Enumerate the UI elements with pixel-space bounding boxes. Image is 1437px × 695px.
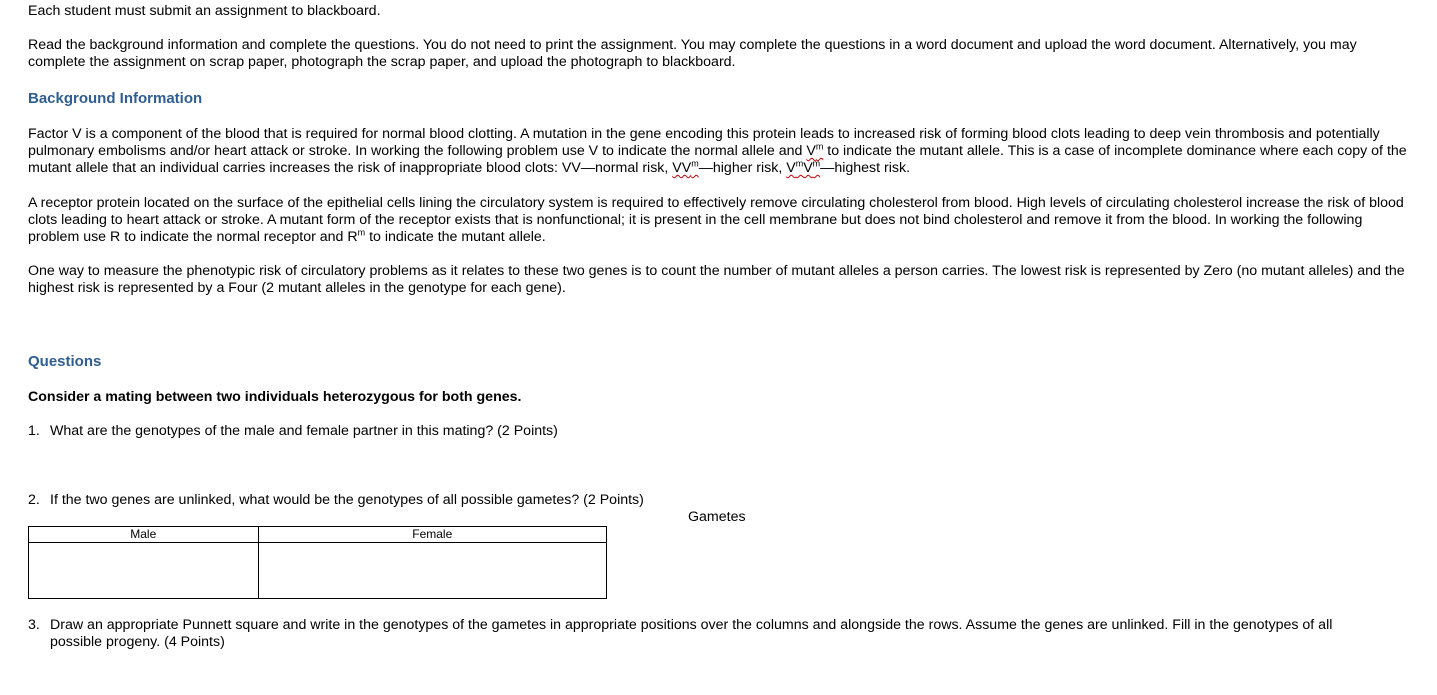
male-gametes-cell[interactable] [29,543,259,599]
factor-v-text-c: —higher risk, [698,160,787,176]
question-text: What are the genotypes of the male and female partner in this mating? (2 Points) [50,423,558,439]
male-column-header: Male [29,527,259,543]
gametes-answer-row [29,543,607,599]
mating-statement: Consider a mating between two individuals heterozygous for both genes. [28,389,522,405]
factor-v-text-d: —highest risk. [820,160,911,176]
questions-heading: Questions [28,353,102,370]
question-number: 3. [28,617,40,633]
question-text: Draw an appropriate Punnett square and write in the genotypes of the gametes in appropriate positions over the columns and alongside the rows. Assume the genes are unlinked. Fill in the genotypes of all possible progeny. (4 Points) [50,617,1333,650]
question-1 [28,423,558,440]
vmvm-symbol: $V^mV^m$ [786,158,821,176]
question-3 [28,617,1388,651]
vvm-symbol: $VV^m$ [672,158,699,176]
rm-superscript: m [357,227,366,238]
factor-v-paragraph [28,126,1413,177]
gametes-table [28,526,607,599]
receptor-text-b: to indicate the mutant allele. [365,229,546,245]
factor-v-text-b: to indicate the mutant allele. This is a case of incomplete dominance where each copy of the mutant allele that an individual carries increases the risk of inappropriate blood clots: VV—normal risk, [28,143,1407,176]
female-gametes-cell[interactable] [258,543,606,599]
female-column-header: Female [258,527,606,543]
receptor-text-a: A receptor protein located on the surface of the epithelial cells lining the circulatory system is required to effectively remove circulating cholesterol from blood. High levels of circulating cholesterol increase the risk of blood clots leading to heart attack or stroke. A mutant form of the receptor exists that is nonfunctional; it is present in the cell membrane but does not bind cholesterol and remove it from the blood. In working the following problem use R to indicate the normal receptor and R [28,195,1404,245]
vm-symbol: $V^m$ [806,141,824,159]
question-text: If the two genes are unlinked, what would be the genotypes of all possible gametes? (2 Points) [50,492,644,508]
question-2 [28,492,644,509]
question-number: 2. [28,492,40,508]
intro-line: Each student must submit an assignment to blackboard. [28,3,381,19]
factor-v-text-a: Factor V is a component of the blood that is required for normal blood clotting. A mutation in the gene encoding this protein leads to increased risk of forming blood clots leading to deep vein thrombosis and potentially pulmonary embolisms and/or heart attack or stroke. In working the following problem use V to indicate the normal allele and [28,126,1380,159]
measure-paragraph: One way to measure the phenotypic risk of circulatory problems as it relates to these two genes is to count the number of mutant alleles a person carries. The lowest risk is represented by Zero (no mutant alleles) and the highest risk is represented by a Four (2 mutant alleles in the genotype for each gene). [28,263,1405,296]
gametes-label: Gametes [688,509,746,525]
background-heading: Background Information [28,90,203,107]
question-number: 1. [28,423,40,439]
instructions-paragraph: Read the background information and complete the questions. You do not need to print the assignment. You may complete the questions in a word document and upload the word document. Alternatively, you may complete the assignment on scrap paper, photograph the scrap paper, and upload the photograph to blackboard. [28,37,1357,70]
gametes-header-row [29,527,607,543]
receptor-paragraph [28,195,1413,246]
